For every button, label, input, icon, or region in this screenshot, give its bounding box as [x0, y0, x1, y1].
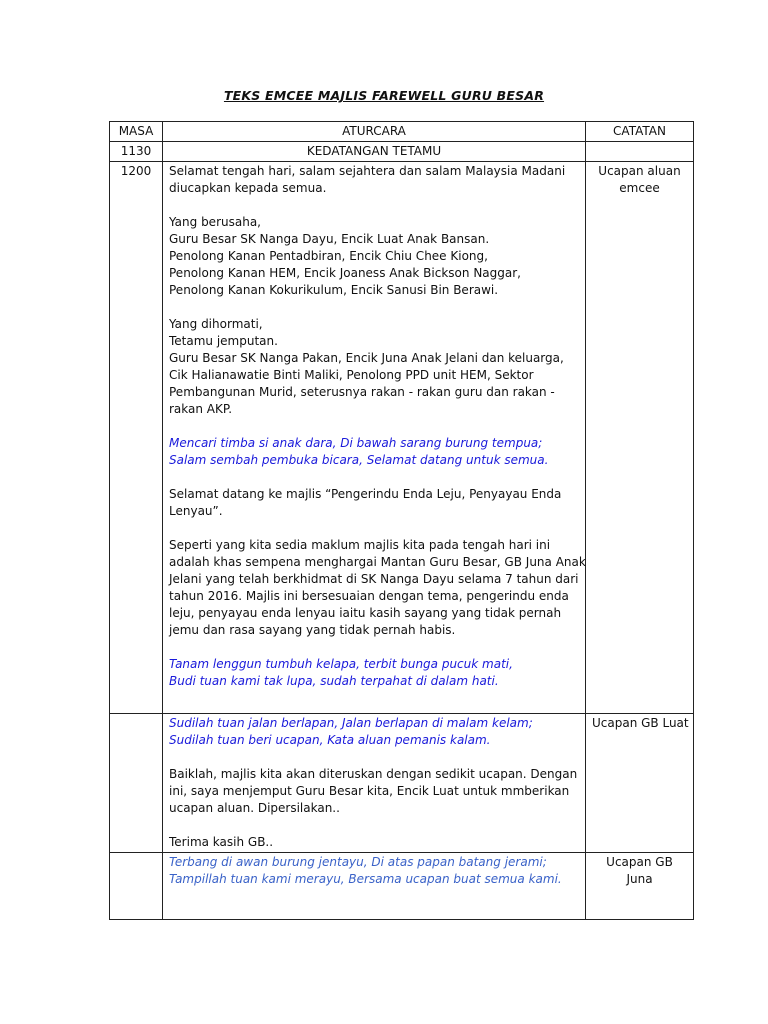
- text-line: tahun 2016. Majlis ini bersesuaian dengan tema, pengerindu enda: [169, 589, 569, 603]
- row-luat-speech: [110, 714, 694, 853]
- document-title: TEKS EMCEE MAJLIS FAREWELL GURU BESAR: [223, 88, 545, 103]
- luat-note: [586, 714, 694, 853]
- text-line: Selamat datang ke majlis “Pengerindu Enda Leju, Penyayau Enda: [169, 487, 562, 501]
- row-juna-speech: [110, 853, 694, 920]
- luat-time: [110, 714, 163, 853]
- note-line: Juna: [626, 872, 653, 886]
- text-line: Cik Halianawatie Binti Maliki, Penolong PPD unit HEM, Sektor: [169, 368, 534, 382]
- text-line: Tetamu jemputan.: [169, 334, 278, 348]
- arrival-note: [586, 142, 694, 162]
- text-line: Salam sembah pembuka bicara, Selamat datang untuk semua.: [169, 453, 549, 467]
- juna-note: [586, 853, 694, 920]
- text-line: Guru Besar SK Nanga Dayu, Encik Luat Anak Bansan.: [169, 232, 490, 246]
- welcome-agenda: [163, 162, 586, 714]
- header-catatan: CATATAN: [586, 122, 694, 142]
- text-line: Sudilah tuan beri ucapan, Kata aluan pemanis kalam.: [169, 733, 491, 747]
- note-line: Ucapan GB: [606, 855, 673, 869]
- pantun-invite-juna: [169, 854, 579, 888]
- welcome-dihormati: [169, 316, 579, 418]
- text-line: Tampillah tuan kami merayu, Bersama ucapan buat semua kami.: [169, 872, 562, 886]
- note-line: emcee: [619, 181, 660, 195]
- header-aturcara: ATURCARA: [163, 122, 586, 142]
- text-line: Lenyau”.: [169, 504, 223, 518]
- arrival-time: 1130: [110, 142, 163, 162]
- text-line: Mencari timba si anak dara, Di bawah sarang burung tempua;: [169, 436, 543, 450]
- juna-time: [110, 853, 163, 920]
- text-line: Penolong Kanan Kokurikulum, Encik Sanusi Bin Berawi.: [169, 283, 499, 297]
- welcome-time: 1200: [110, 162, 163, 714]
- text-line: Terbang di awan burung jentayu, Di atas papan batang jerami;: [169, 855, 547, 869]
- agenda-table: [109, 121, 694, 920]
- row-welcome: [110, 162, 694, 714]
- pantun-opening: [169, 435, 579, 469]
- text-line: Terima kasih GB..: [169, 835, 274, 849]
- luat-thanks: [169, 834, 579, 851]
- juna-agenda: [163, 853, 586, 920]
- text-line: Tanam lenggun tumbuh kelapa, terbit bunga pucuk mati,: [169, 657, 513, 671]
- text-line: Selamat tengah hari, salam sejahtera dan salam Malaysia Madani: [169, 164, 566, 178]
- pantun-gratitude: [169, 656, 579, 690]
- text-line: Jelani yang telah berkhidmat di SK Nanga Dayu selama 7 tahun dari: [169, 572, 579, 586]
- header-masa: MASA: [110, 122, 163, 142]
- text-line: diucapkan kepada semua.: [169, 181, 327, 195]
- text-line: Penolong Kanan Pentadbiran, Encik Chiu Chee Kiong,: [169, 249, 488, 263]
- luat-agenda: [163, 714, 586, 853]
- pantun-invite-luat: [169, 715, 579, 749]
- text-line: ini, saya menjemput Guru Besar kita, Encik Luat untuk mmberikan: [169, 784, 570, 798]
- text-line: adalah khas sempena menghargai Mantan Guru Besar, GB Juna Anak: [169, 555, 586, 569]
- welcome-berusaha: [169, 214, 579, 299]
- text-line: jemu dan rasa sayang yang tidak pernah habis.: [169, 623, 456, 637]
- text-line: Seperti yang kita sedia maklum majlis kita pada tengah hari ini: [169, 538, 551, 552]
- text-line: leju, penyayau enda lenyau iaitu kasih sayang yang tidak pernah: [169, 606, 562, 620]
- text-line: Sudilah tuan jalan berlapan, Jalan berlapan di malam kelam;: [169, 716, 533, 730]
- header-row: [110, 122, 694, 142]
- text-line: Penolong Kanan HEM, Encik Joaness Anak Bickson Naggar,: [169, 266, 521, 280]
- arrival-agenda: KEDATANGAN TETAMU: [163, 142, 586, 162]
- text-line: Pembangunan Murid, seterusnya rakan - rakan guru dan rakan -: [169, 385, 555, 399]
- text-line: Yang berusaha,: [169, 215, 261, 229]
- text-line: ucapan aluan. Dipersilakan..: [169, 801, 340, 815]
- text-line: Baiklah, majlis kita akan diteruskan dengan sedikit ucapan. Dengan: [169, 767, 578, 781]
- note-line: Ucapan aluan: [598, 164, 681, 178]
- welcome-greeting: [169, 163, 579, 197]
- text-line: Yang dihormati,: [169, 317, 263, 331]
- welcome-purpose: [169, 537, 586, 639]
- row-arrival: [110, 142, 694, 162]
- welcome-theme: [169, 486, 579, 520]
- note-line: Ucapan GB Luat: [592, 716, 689, 730]
- text-line: Budi tuan kami tak lupa, sudah terpahat di dalam hati.: [169, 674, 499, 688]
- welcome-note: [586, 162, 694, 714]
- luat-invite-text: [169, 766, 579, 817]
- text-line: rakan AKP.: [169, 402, 233, 416]
- text-line: Guru Besar SK Nanga Pakan, Encik Juna Anak Jelani dan keluarga,: [169, 351, 564, 365]
